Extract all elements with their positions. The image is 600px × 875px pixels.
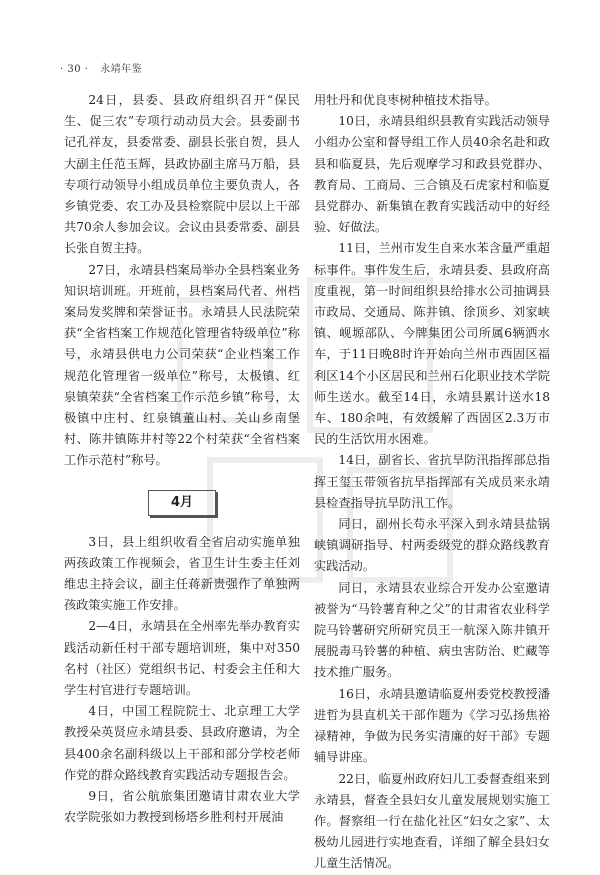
paragraph: 9日，省公航旅集团邀请甘肃农业大学农学院张如力教授到杨塔乡胜利村开展油 [64, 789, 300, 825]
paragraph: 14日，副省长、省抗旱防汛指挥部总指挥王玺玉带领省抗旱指挥部有关成员来永靖县检查指导抗旱防汛工作。 [314, 453, 550, 510]
paragraph: 22日，临夏州政府妇儿工委督查组来到永靖县，督查全县妇女儿童发展规划实施工作。督察组一行在盐化社区“妇女之家”、太极幼儿园进行实地查看，详细了解全县妇女儿童生活情况。 [314, 771, 550, 871]
paragraph: 10日，永靖县组织县教育实践活动领导小组办公室和督导组工作人员40余名赴和政县和临夏县，先后观摩学习和政县党群办、教育局、工商局、三合镇及石虎家村和临夏县党群办、新集镇在教育实践活动中的好经验、好做法。 [314, 114, 550, 235]
paragraph: 27日，永靖县档案局举办全县档案业务知识培训班。开班前，县档案局代者、州档案局发奖牌和荣誉证书。永靖县人民法院荣获“全省档案工作规范化管理省特级单位”称号，永靖县供电力公司荣获“企业档案工作规范化管理省一级单位”称号，太极镇、红泉镇荣获“全省档案工作示范乡镇”称号，太极镇中庄村、红泉镇董山村、关山乡南堡村、陈井镇陈井村等22个村荣获“全省档案工作示范村”称号。 [64, 262, 300, 468]
paragraph: 3日，县上组织收看全省启动实施单独两孩政策工作视频会，省卫生计生委主任刘维忠主持会议，副主任蒋新贵强作了单独两孩政策实施工作安排。 [64, 534, 300, 613]
paragraph: 24日，县委、县政府组织召开“保民生、促三农”专项行动动员大会。县委副书记孔祥友，县委常委、副县长张自贺，县人大副主任范玉辉，县政协副主席马万船，县专项行动领导小组成员单位主要负责人，各乡镇党委、农工办及县检察院中层以上干部共70余人参加会议。会议由县委常委、副县长张自贺主持。 [64, 93, 300, 256]
page-number: · 30 · [60, 64, 89, 75]
paragraph: 同日，副州长苟永平深入到永靖县盐锅峡镇调研指导、村两委级党的群众路线教育实践活动。 [314, 517, 550, 574]
paragraph: 11日，兰州市发生自来水苯含量严重超标事件。事件发生后，永靖县委、县政府高度重视，第一时间组织县给排水公司抽调县市政局、交通局、陈井镇、徐顶乡、刘家峡镇、岘塬部队、今牌集团公司所属6辆洒水车，于11日晚8时许开始向兰州市西固区福利区14个小区居民和兰州石化职业技术学院师生送水。截至14日，永靖县累计送水18车、180余吨，有效缓解了西固区2.3万市民的生活饮用水困难。 [314, 241, 550, 447]
left-column [64, 90, 300, 829]
paragraph: 用牡丹和优良枣树种植技术指导。 [314, 93, 497, 107]
paragraph: 2—4日，永靖县在全州率先举办教育实践活动新任村干部专题培训班，集中对350名村（社区）党组织书记、村委会主任和大学生村官进行专题培训。 [64, 619, 300, 698]
book-title: 永靖年鉴 [100, 64, 143, 75]
month-heading: 4月 [148, 490, 216, 516]
paragraph: 同日，永靖县农业综合开发办公室邀请被誉为“马铃薯育种之父”的甘肃省农业科学院马铃薯研究所研究员王一航深入陈井镇开展脱毒马铃薯的种植、病虫害防治、贮藏等技术推广服务。 [314, 580, 550, 680]
page-header [60, 60, 142, 75]
right-column [314, 90, 550, 875]
paragraph: 4日，中国工程院院士、北京理工大学教授朵英贤应永靖县委、县政府邀请，为全县400余名副科级以上干部和部分学校老师作党的群众路线教育实践活动专题报告会。 [64, 704, 300, 782]
paragraph: 16日，永靖县邀请临夏州委党校教授潘进哲为县直机关干部作题为《学习弘扬焦裕禄精神，争做为民务实清廉的好干部》专题辅导讲座。 [314, 686, 550, 765]
